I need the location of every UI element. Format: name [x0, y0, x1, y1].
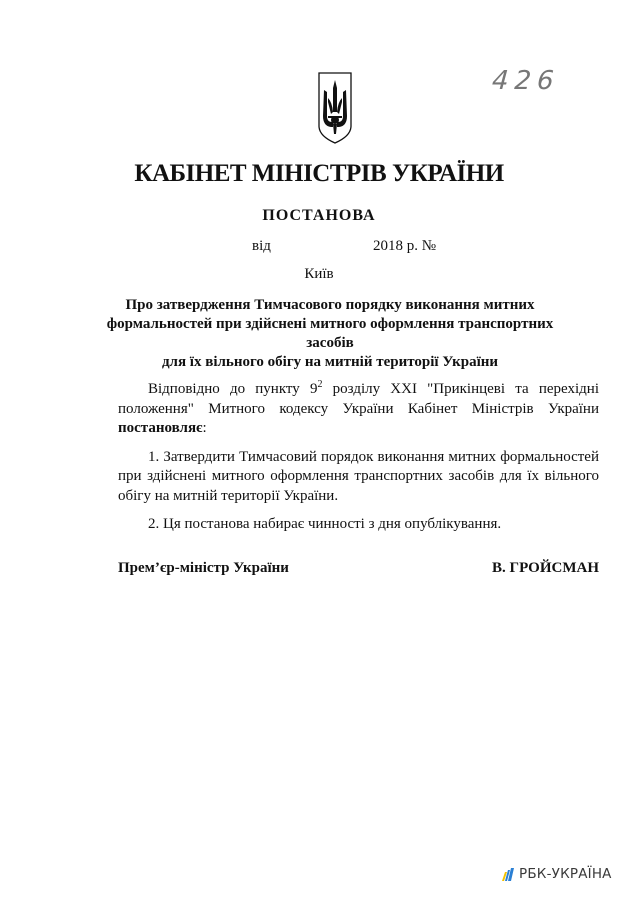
- item-paragraph: 2. Ця постанова набирає чинності з дня опублікування.: [148, 516, 502, 532]
- item-paragraph: 1. Затвердити Тимчасовий порядок виконання митних формальностей при здійснені митного оформлення транспортних засобів для їх вільного обігу на митній території України.: [118, 448, 599, 504]
- handwritten-number: 426: [490, 66, 561, 96]
- preamble-text: Відповідно до пункту 9: [148, 381, 318, 397]
- preamble-bold: постановляє: [118, 420, 203, 436]
- date-prefix: від: [252, 238, 271, 254]
- signature-row: [118, 560, 599, 577]
- subject-line: формальностей при здійснені митного оформлення транспортних засобів: [106, 316, 554, 351]
- rbc-ukraine-watermark: [502, 866, 612, 882]
- date-year: 2018 р. №: [373, 238, 437, 254]
- preamble-superscript: 2: [317, 379, 323, 390]
- rbc-ukraine-logo-icon: [502, 868, 515, 881]
- ukraine-trident-icon: [318, 72, 352, 144]
- document-title: КАБІНЕТ МІНІСТРІВ УКРАЇНИ: [134, 160, 504, 187]
- preamble-paragraph: [118, 380, 599, 439]
- signature-name: В. ГРОЙСМАН: [492, 559, 599, 576]
- document-subject: [100, 296, 560, 372]
- signature-position: Прем’єр-міністр України: [118, 559, 289, 576]
- document-body: [118, 380, 599, 577]
- preamble-end: :: [202, 420, 207, 436]
- subject-line: для їх вільного обігу на митній території України: [161, 354, 499, 370]
- city: Київ: [304, 266, 334, 282]
- subject-line: Про затвердження Тимчасового порядку виконання митних: [125, 297, 535, 313]
- watermark-text: РБК-УКРАЇНА: [519, 866, 612, 882]
- document-type: ПОСТАНОВА: [262, 207, 376, 224]
- preamble-text: розділу XXI "Прикінцеві та перехідні положення" Митного кодексу України Кабінет Міністрів України: [118, 381, 599, 417]
